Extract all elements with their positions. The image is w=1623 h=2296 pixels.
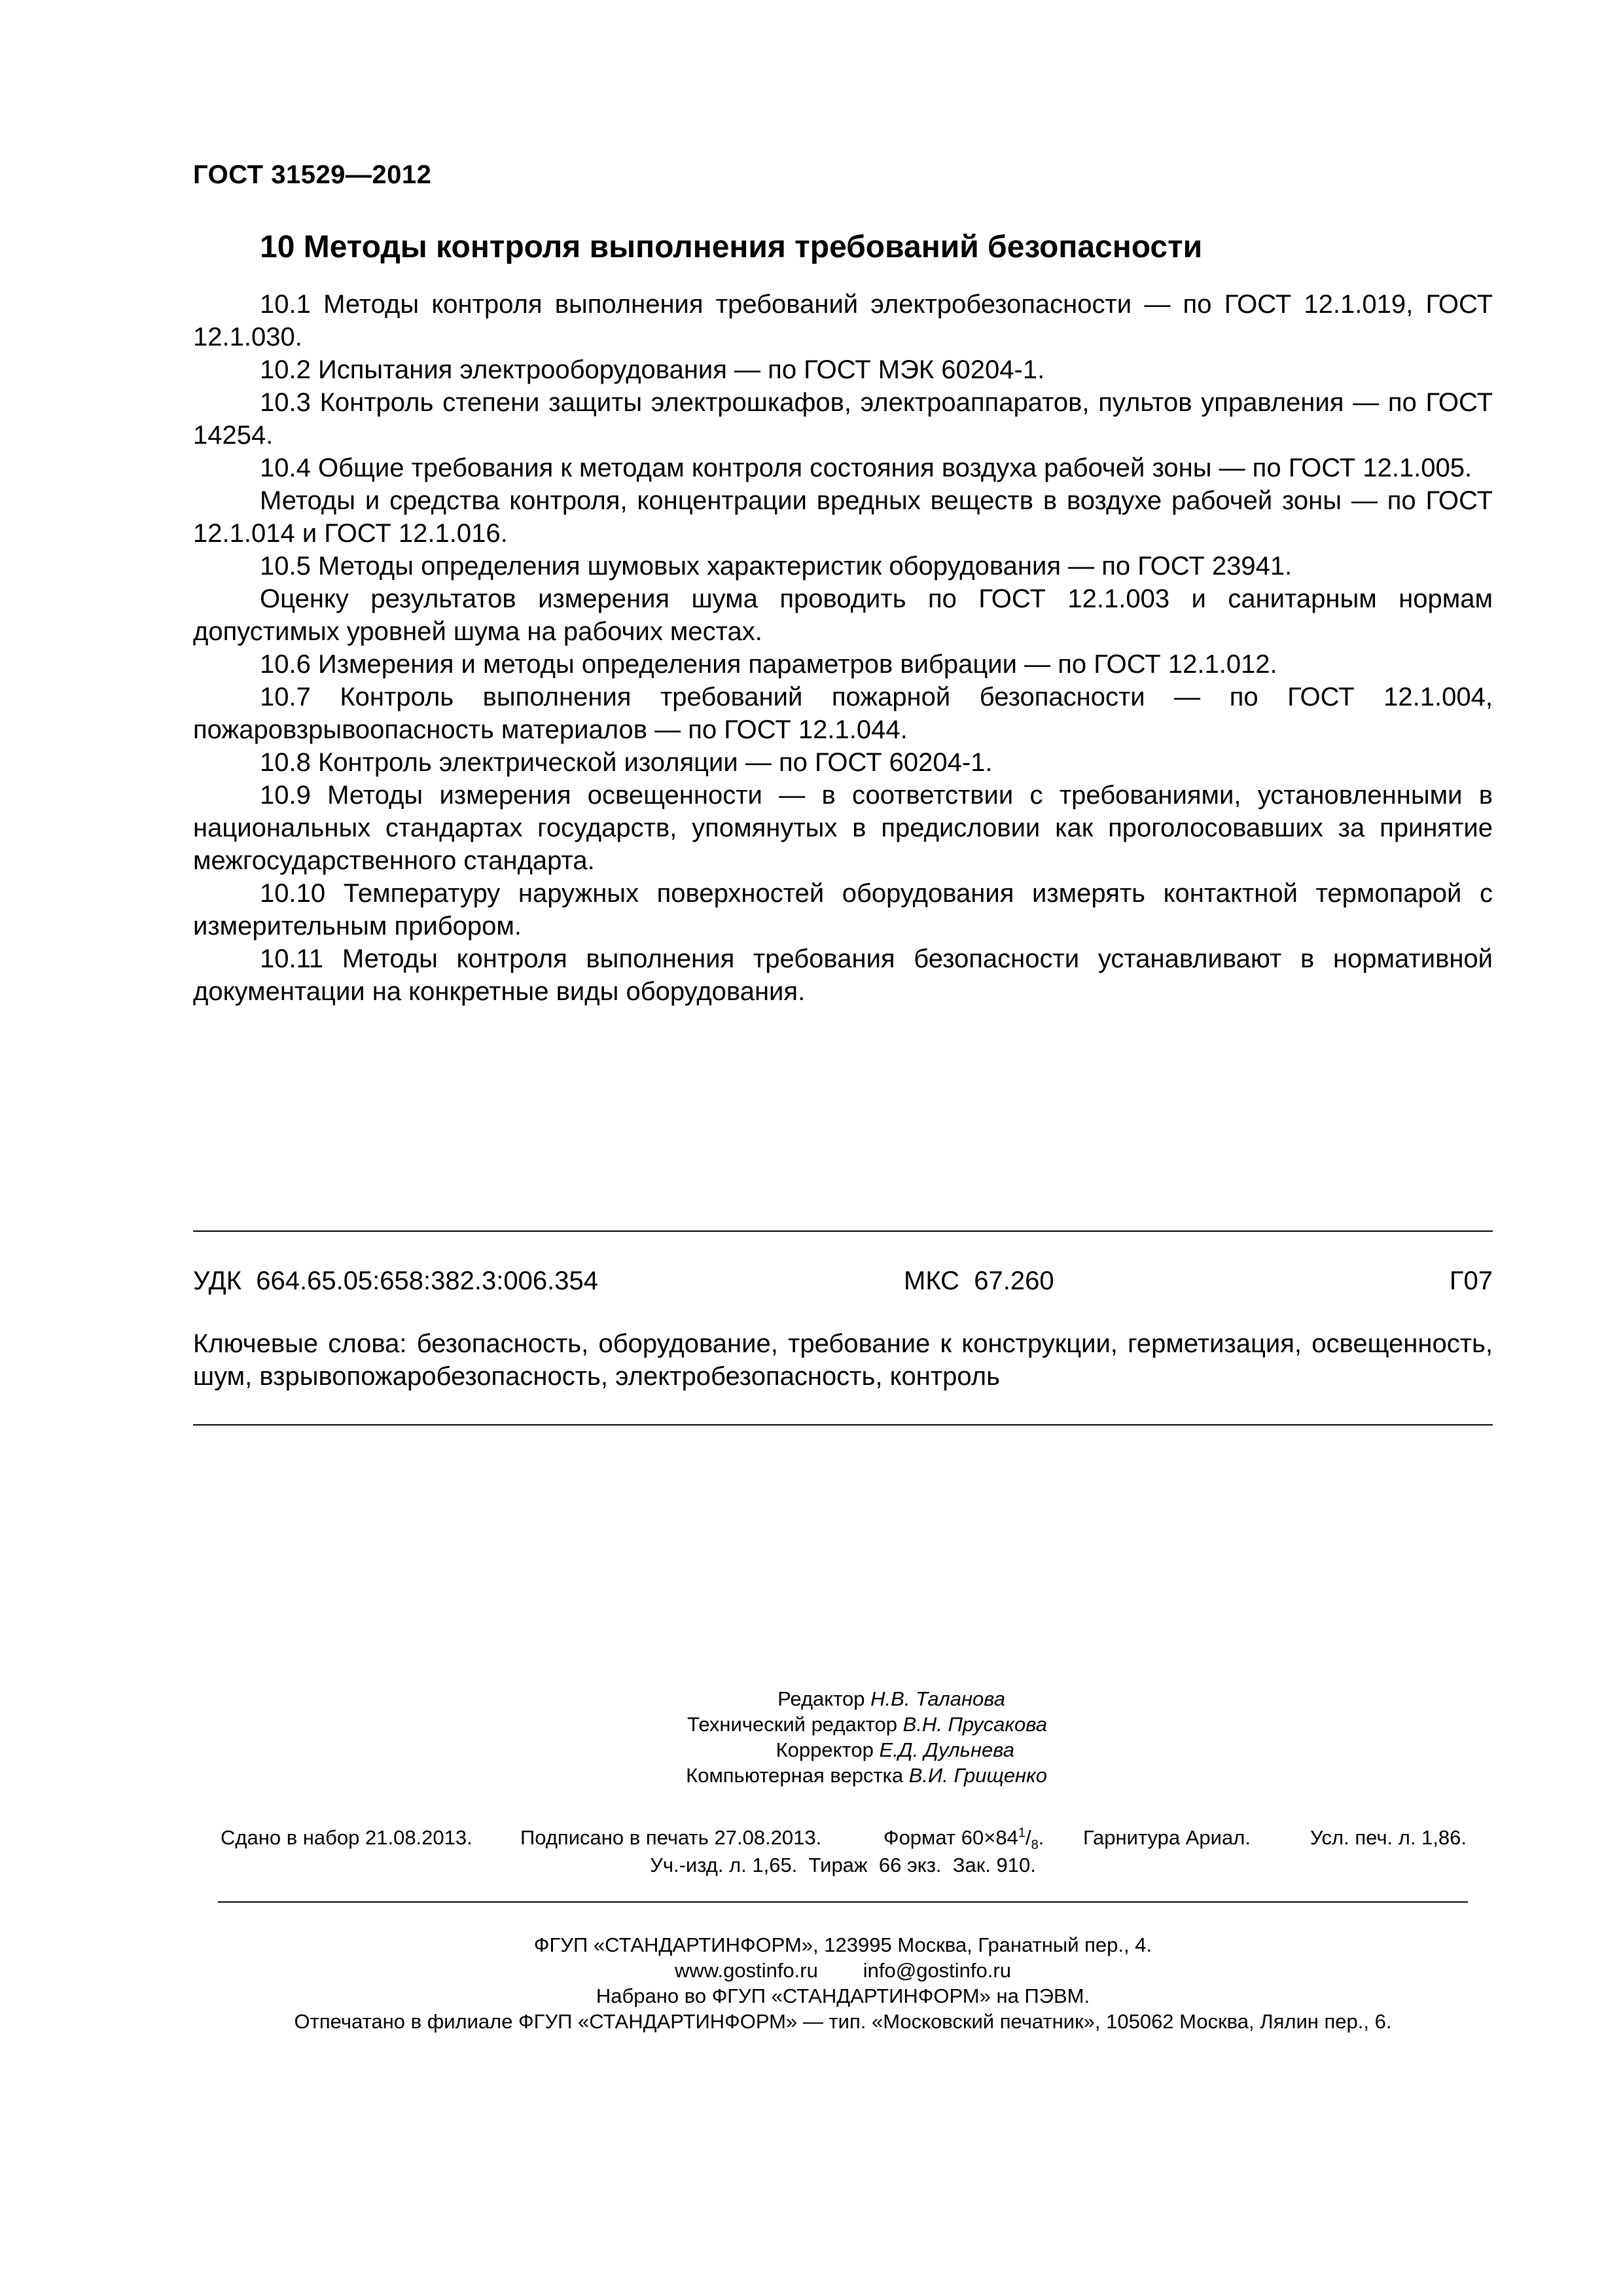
submitted-date: Сдано в набор 21.08.2013. [221, 1826, 473, 1849]
print-info-row [221, 1825, 1467, 1851]
paragraph-10-5: 10.5 Методы определения шумовых характеристик оборудования — по ГОСТ 23941. [260, 552, 1293, 581]
mks-code: МКС 67.260 [904, 1266, 1054, 1295]
section-title: 10 Методы контроля выполнения требований безопасности [260, 230, 1203, 264]
format-denominator: 8 [1031, 1838, 1039, 1853]
paragraph-10-4-methods: Методы и средства контроля, концентрации вредных веществ в воздухе рабочей зоны — по ГОСТ 12.1.014 и ГОСТ 12.1.016. [193, 486, 1493, 548]
document-code-header: ГОСТ 31529—2012 [193, 160, 432, 189]
format-numerator: 1 [1018, 1825, 1026, 1840]
printed-note: Отпечатано в филиале ФГУП «СТАНДАРТИНФОРМ» — тип. «Московский печатник», 105062 Москва, Лялин пер., 6. [294, 2010, 1392, 2033]
publisher-contacts: www.gostinfo.ru info@gostinfo.ru [675, 1959, 1011, 1982]
format-end: . [1038, 1826, 1044, 1849]
publisher-address: ФГУП «СТАНДАРТИНФОРМ», 123995 Москва, Гранатный пер., 4. [533, 1933, 1152, 1956]
paragraph-10-6: 10.6 Измерения и методы определения параметров вибрации — по ГОСТ 12.1.012. [260, 650, 1277, 679]
category-code: Г07 [1449, 1266, 1493, 1295]
paragraph-10-8: 10.8 Контроль электрической изоляции — по ГОСТ 60204-1. [260, 748, 993, 777]
credit-corrector [524, 1737, 1047, 1763]
typeface: Гарнитура Ариал. [1083, 1826, 1251, 1849]
publisher-block [218, 1932, 1468, 2034]
paragraph-10-10: 10.10 Температуру наружных поверхностей оборудования измерять контактной термопарой с измерительным прибором. [193, 879, 1493, 941]
classification-row [193, 1265, 1493, 1297]
divider-bottom [218, 1901, 1468, 1903]
paragraph-10-9: 10.9 Методы измерения освещенности — в соответствии с требованиями, установленными в национальных стандартах государств, упомянутых в предисловии как проголосовавших за принятие межгосударственного стандарта. [193, 781, 1493, 875]
paragraph-10-5-noise: Оценку результатов измерения шума проводить по ГОСТ 12.1.003 и санитарным нормам допустимых уровней шума на рабочих местах. [193, 584, 1493, 646]
print-format: Формат $60\times 84^1/_8$. [883, 1825, 1044, 1853]
udk-code: УДК 664.65.05:658:382.3:006.354 [193, 1266, 598, 1295]
credit-name: Е.Д. Дульнева [879, 1738, 1014, 1761]
credit-name: Н.В. Таланова [870, 1687, 1005, 1710]
credit-role: Технический редактор [687, 1713, 897, 1736]
paragraph-10-4: 10.4 Общие требования к методам контроля состояния воздуха рабочей зоны — по ГОСТ 12.1.005. [260, 454, 1472, 482]
credit-role: Корректор [776, 1738, 874, 1761]
divider-top [193, 1230, 1493, 1232]
paragraph-10-2: 10.2 Испытания электрооборудования — по ГОСТ МЭК 60204-1. [260, 355, 1045, 384]
format-label: Формат 60×84 [883, 1826, 1018, 1849]
print-info-line-2: Уч.-изд. л. 1,65. Тираж 66 экз. Зак. 910. [650, 1854, 1036, 1876]
credit-layout [524, 1763, 1047, 1788]
credit-role: Компьютерная верстка [686, 1764, 904, 1787]
paragraph-10-3: 10.3 Контроль степени защиты электрошкафов, электроаппаратов, пультов управления — по ГОСТ 14254. [193, 388, 1493, 450]
paragraph-10-1: 10.1 Методы контроля выполнения требований электробезопасности — по ГОСТ 12.1.019, ГОСТ 12.1.030. [193, 290, 1493, 351]
divider-middle [193, 1424, 1493, 1426]
paragraph-10-7: 10.7 Контроль выполнения требований пожарной безопасности — по ГОСТ 12.1.004, пожаровзрывоопасность материалов — по ГОСТ 12.1.044. [193, 683, 1493, 744]
credit-tech-editor [524, 1712, 1047, 1737]
credit-editor [524, 1686, 1047, 1712]
credits-block [524, 1686, 1047, 1788]
print-sheets: Усл. печ. л. 1,86. [1310, 1826, 1467, 1849]
section-body [193, 288, 1493, 1008]
credit-role: Редактор [777, 1687, 865, 1710]
signed-date: Подписано в печать 27.08.2013. [520, 1826, 822, 1849]
keywords: Ключевые слова: безопасность, оборудование, требование к конструкции, герметизация, освещенность, шум, взрывопожаробезопасность, электробезопасность, контроль [193, 1329, 1493, 1391]
credit-name: В.Н. Прусакова [902, 1713, 1047, 1736]
credit-name: В.И. Грищенко [908, 1764, 1047, 1787]
typeset-note: Набрано во ФГУП «СТАНДАРТИНФОРМ» на ПЭВМ. [596, 1984, 1090, 2007]
paragraph-10-11: 10.11 Методы контроля выполнения требования безопасности устанавливают в нормативной документации на конкретные виды оборудования. [193, 944, 1493, 1006]
